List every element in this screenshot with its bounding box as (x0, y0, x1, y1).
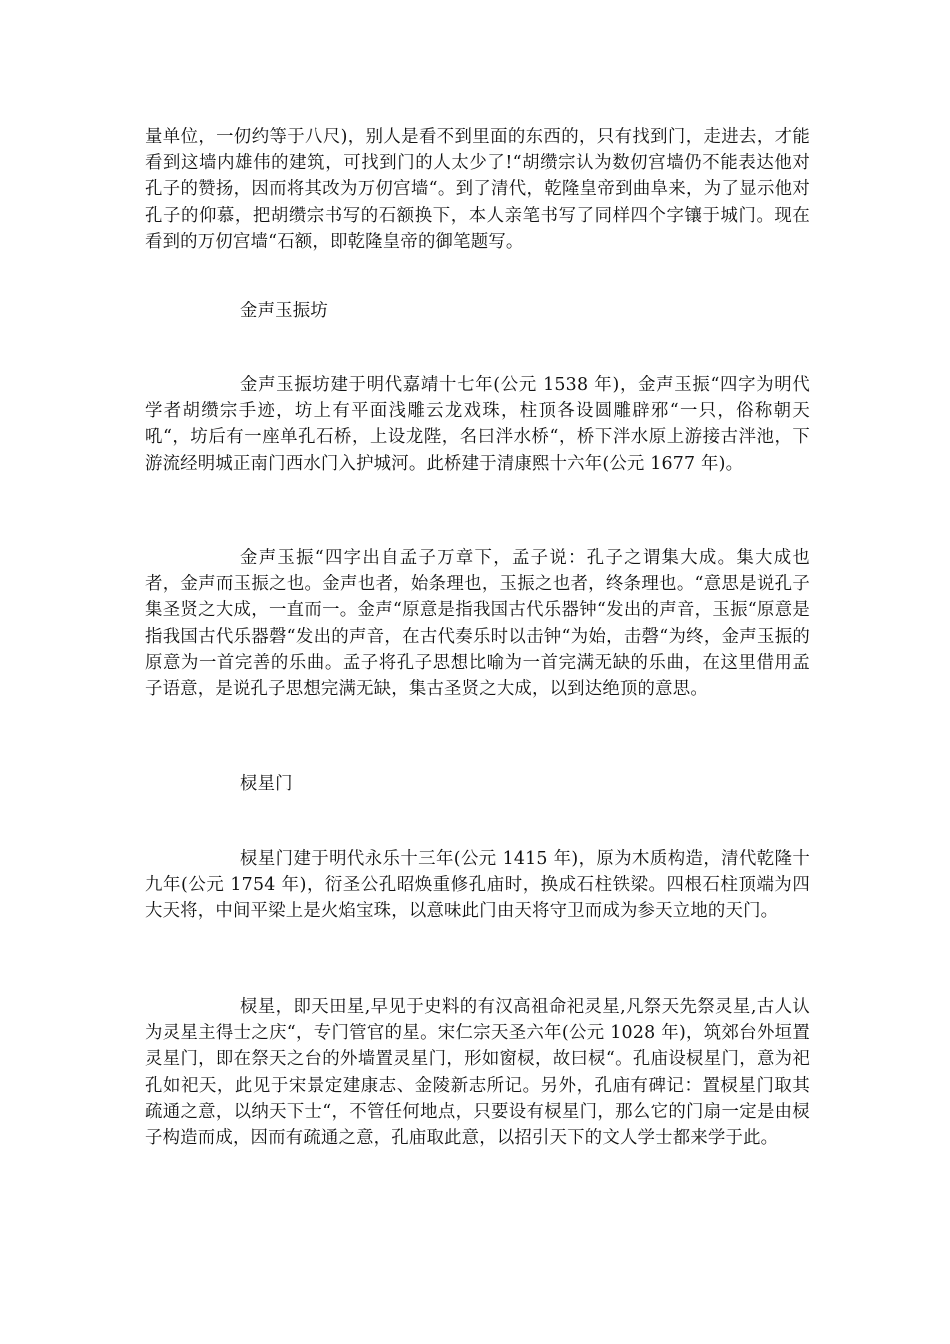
paragraph-lingxing-men: 棂星门建于明代永乐十三年(公元 1415 年)，原为木质构造，清代乾隆十九年(公元 1754 年)，衍圣公孔昭焕重修孔庙时，换成石柱铁梁。四根石柱顶端为四大天将，中间平梁上是火焰宝珠，以意味此门由天将守卫而成为参天立地的天门。 (145, 849, 810, 922)
paragraph-jinsheng-yuzhen-fang: 金声玉振坊建于明代嘉靖十七年(公元 1538 年)，金声玉振“四字为明代学者胡缵宗手迹，坊上有平面浅雕云龙戏珠，柱顶各设圆雕辟邪“一只，俗称朝天吼“，坊后有一座单孔石桥，上设龙陛，名曰泮水桥“，桥下泮水原上游接古泮池，下游流经明城正南门西水门入护城河。此桥建于清康熙十六年(公元 1677 年)。 (145, 375, 810, 474)
paragraph-jinsheng-yuzhen-meaning: 金声玉振“四字出自孟子万章下，孟子说：孔子之谓集大成。集大成也者，金声而玉振之也。金声也者，始条理也，玉振之也者，终条理也。“意思是说孔子集圣贤之大成，一直而一。金声“原意是指我国古代乐器钟“发出的声音，玉振“原意是指我国古代乐器磬“发出的声音，在古代奏乐时以击钟“为始，击磬“为终，金声玉振的原意为一首完善的乐曲。孟子将孔子思想比喻为一首完满无缺的乐曲，在这里借用孟子语意，是说孔子思想完满无缺，集古圣贤之大成，以到达绝顶的意思。 (145, 548, 810, 700)
paragraph-lingxing-meaning: 棂星，即天田星,早见于史料的有汉高祖命祀灵星,凡祭天先祭灵星,古人认为灵星主得士之庆“，专门管官的星。宋仁宗天圣六年(公元 1028 年)，筑郊台外垣置灵星门，即在祭天之台的外墙置灵星门，形如窗棂，故曰棂“。孔庙设棂星门，意为祀孔如祀天，此见于宋景定建康志、金陵新志所记。另外，孔庙有碑记：置棂星门取其疏通之意，以纳天下士“，不管任何地点，只要设有棂星门，那么它的门扇一定是由棂子构造而成，因而有疏通之意，孔庙取此意，以招引天下的文人学士都来学于此。 (145, 997, 810, 1149)
heading-lingxing-men: 棂星门 (240, 774, 293, 794)
paragraph-wanren-wall: 量单位，一仞约等于八尺)，别人是看不到里面的东西的，只有找到门，走进去，才能看到这墙内雄伟的建筑，可找到门的人太少了!“胡缵宗认为数仞宫墙仍不能表达他对孔子的赞扬，因而将其改为万仞宫墙“。到了清代，乾隆皇帝到曲阜来，为了显示他对孔子的仰慕，把胡缵宗书写的石额换下，本人亲笔书写了同样四个字镶于城门。现在看到的万仞宫墙“石额，即乾隆皇帝的御笔题写。 (145, 127, 810, 252)
heading-jinsheng-yuzhen-fang: 金声玉振坊 (240, 301, 328, 321)
